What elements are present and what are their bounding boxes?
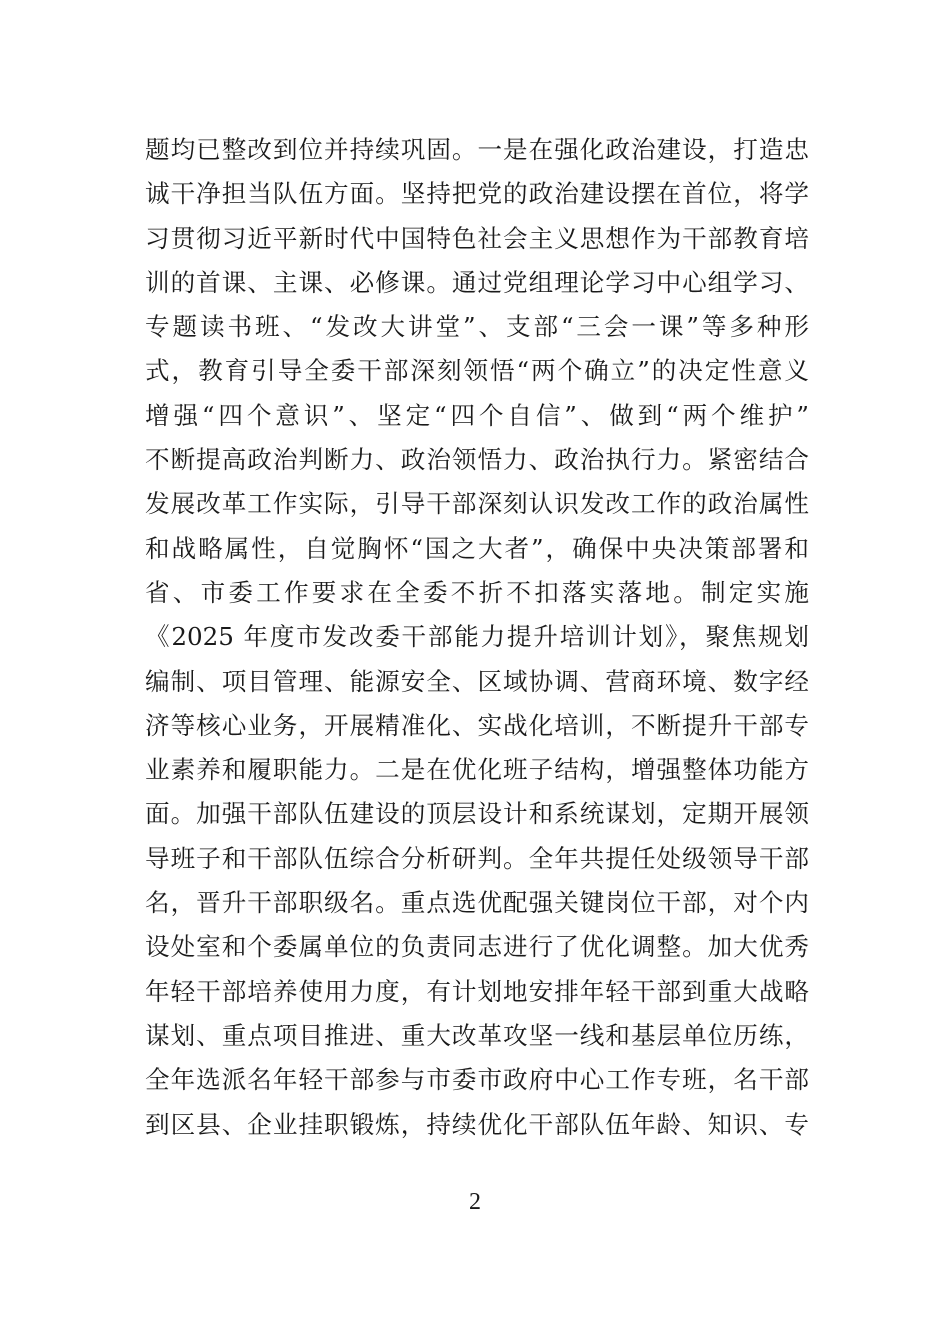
body-text: [145, 128, 809, 1147]
text-line: 式，教育引导全委干部深刻领悟“两个确立”的决定性意义: [145, 356, 809, 386]
text-line: 不断提高政治判断力、政治领悟力、政治执行力。紧密结合: [145, 445, 809, 475]
text-line: 训的首课、主课、必修课。通过党组理论学习中心组学习、: [145, 267, 809, 297]
text-line: 名，晋升干部职级名。重点选优配强关键岗位干部，对个内: [145, 888, 809, 918]
text-line: 导班子和干部队伍综合分析研判。全年共提任处级领导干部: [145, 843, 809, 873]
text-line: 谋划、重点项目推进、重大改革攻坚一线和基层单位历练，: [145, 1020, 809, 1050]
text-line: 省、市委工作要求在全委不折不扣落实落地。制定实施: [145, 577, 809, 607]
text-line: 到区县、企业挂职锻炼，持续优化干部队伍年龄、知识、专: [145, 1109, 809, 1139]
text-line: 年轻干部培养使用力度，有计划地安排年轻干部到重大战略: [145, 976, 809, 1006]
text-line: 题均已整改到位并持续巩固。一是在强化政治建设，打造忠: [145, 135, 809, 164]
text-line: 增强“四个意识”、坚定“四个自信”、做到“两个维护”: [145, 400, 809, 430]
text-line: 和战略属性，自觉胸怀“国之大者”，确保中央决策部署和: [145, 533, 809, 563]
page-number: 2: [469, 1189, 481, 1215]
text-line: 济等核心业务，开展精准化、实战化培训，不断提升干部专: [145, 710, 809, 740]
text-line: 《2025 年度市发改委干部能力提升培训计划》，聚焦规划: [145, 622, 809, 652]
text-line: 习贯彻习近平新时代中国特色社会主义思想作为干部教育培: [145, 223, 809, 253]
text-line: 业素养和履职能力。二是在优化班子结构，增强整体功能方: [145, 755, 809, 785]
text-line: 设处室和个委属单位的负责同志进行了优化调整。加大优秀: [145, 932, 809, 962]
text-line: 面。加强干部队伍建设的顶层设计和系统谋划，定期开展领: [145, 799, 809, 829]
text-line: 诚干净担当队伍方面。坚持把党的政治建设摆在首位，将学: [145, 179, 809, 209]
text-line: 全年选派名年轻干部参与市委市政府中心工作专班，名干部: [145, 1065, 809, 1095]
text-line: 专题读书班、“发改大讲堂”、支部“三会一课”等多种形: [145, 312, 809, 342]
text-line: 编制、项目管理、能源安全、区域协调、营商环境、数字经: [145, 666, 809, 696]
text-line: 发展改革工作实际，引导干部深刻认识发改工作的政治属性: [145, 489, 809, 519]
